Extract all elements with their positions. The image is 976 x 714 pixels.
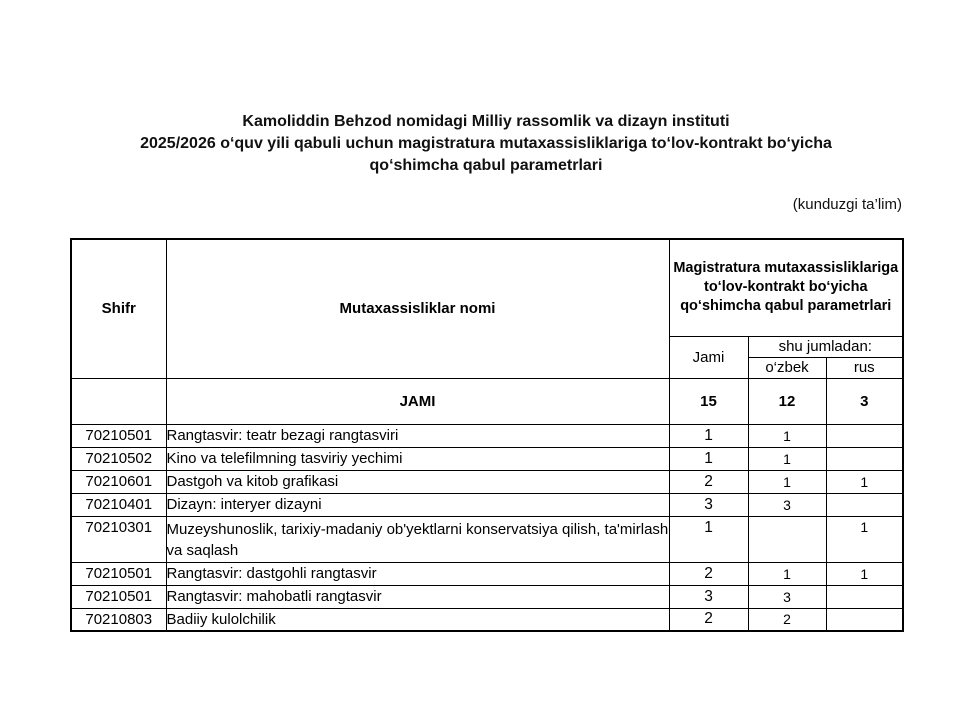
education-form-note: (kunduzgi ta’lim) <box>792 196 902 213</box>
cell-uzbek: 1 <box>748 562 826 585</box>
cell-rus <box>826 493 903 516</box>
cell-code: 70210601 <box>71 470 166 493</box>
cell-name: Kino va telefilmning tasviriy yechimi <box>166 447 669 470</box>
cell-uzbek: 1 <box>748 447 826 470</box>
table-row <box>71 608 903 631</box>
table-row <box>71 516 903 562</box>
cell-name: Rangtasvir: teatr bezagi rangtasviri <box>166 424 669 447</box>
cell-name: Rangtasvir: dastgohli rangtasvir <box>166 562 669 585</box>
cell-jami: 1 <box>669 424 748 447</box>
cell-jami: 1 <box>669 516 748 562</box>
table-row <box>71 493 903 516</box>
total-code-cell <box>71 378 166 424</box>
cell-code: 70210401 <box>71 493 166 516</box>
cell-name: Rangtasvir: mahobatli rangtasvir <box>166 585 669 608</box>
cell-rus <box>826 585 903 608</box>
cell-uzbek: 1 <box>748 470 826 493</box>
cell-jami: 3 <box>669 493 748 516</box>
cell-jami: 2 <box>669 608 748 631</box>
col-header-uzbek: o‘zbek <box>748 357 826 378</box>
document-title-line-2: 2025/2026 o‘quv yili qabuli uchun magistratura mutaxassisliklariga to‘lov-kontrakt bo‘yicha <box>140 135 832 152</box>
cell-rus: 1 <box>826 470 903 493</box>
cell-name: Dastgoh va kitob grafikasi <box>166 470 669 493</box>
table-row <box>71 562 903 585</box>
col-header-shifr: Shifr <box>71 239 166 378</box>
col-header-name: Mutaxassisliklar nomi <box>166 239 669 378</box>
cell-uzbek: 1 <box>748 424 826 447</box>
table-row <box>71 470 903 493</box>
cell-uzbek <box>748 516 826 562</box>
cell-jami: 1 <box>669 447 748 470</box>
cell-rus <box>826 608 903 631</box>
col-header-including: shu jumladan: <box>748 336 903 357</box>
cell-uzbek: 2 <box>748 608 826 631</box>
document-title-line-3: qo‘shimcha qabul parametrlari <box>369 157 603 174</box>
table-row <box>71 447 903 470</box>
cell-jami: 3 <box>669 585 748 608</box>
cell-rus: 1 <box>826 562 903 585</box>
table-row <box>71 424 903 447</box>
cell-rus <box>826 424 903 447</box>
cell-code: 70210301 <box>71 516 166 562</box>
document-title-line-1: Kamoliddin Behzod nomidagi Milliy rassomlik va dizayn instituti <box>242 113 730 130</box>
cell-rus: 1 <box>826 516 903 562</box>
cell-uzbek: 3 <box>748 493 826 516</box>
cell-code: 70210501 <box>71 562 166 585</box>
cell-jami: 2 <box>669 470 748 493</box>
header-row-main <box>71 239 903 336</box>
cell-jami: 2 <box>669 562 748 585</box>
total-rus: 3 <box>826 378 903 424</box>
col-header-group: Magistratura mutaxassisliklariga to‘lov-kontrakt bo‘yicha qo‘shimcha qabul parametrlari <box>669 239 903 336</box>
table-row <box>71 585 903 608</box>
total-label: JAMI <box>166 378 669 424</box>
total-row <box>71 378 903 424</box>
cell-rus <box>826 447 903 470</box>
cell-code: 70210501 <box>71 585 166 608</box>
cell-name: Dizayn: interyer dizayni <box>166 493 669 516</box>
admission-parameters-table <box>70 238 904 632</box>
total-uzbek: 12 <box>748 378 826 424</box>
document-title <box>70 111 902 177</box>
total-jami: 15 <box>669 378 748 424</box>
cell-code: 70210803 <box>71 608 166 631</box>
cell-code: 70210502 <box>71 447 166 470</box>
cell-name: Badiiy kulolchilik <box>166 608 669 631</box>
cell-uzbek: 3 <box>748 585 826 608</box>
cell-name: Muzeyshunoslik, tarixiy-madaniy ob'yektlarni konservatsiya qilish, ta'mirlash va saqlash <box>166 516 669 562</box>
col-header-jami: Jami <box>669 336 748 378</box>
col-header-rus: rus <box>826 357 903 378</box>
cell-code: 70210501 <box>71 424 166 447</box>
